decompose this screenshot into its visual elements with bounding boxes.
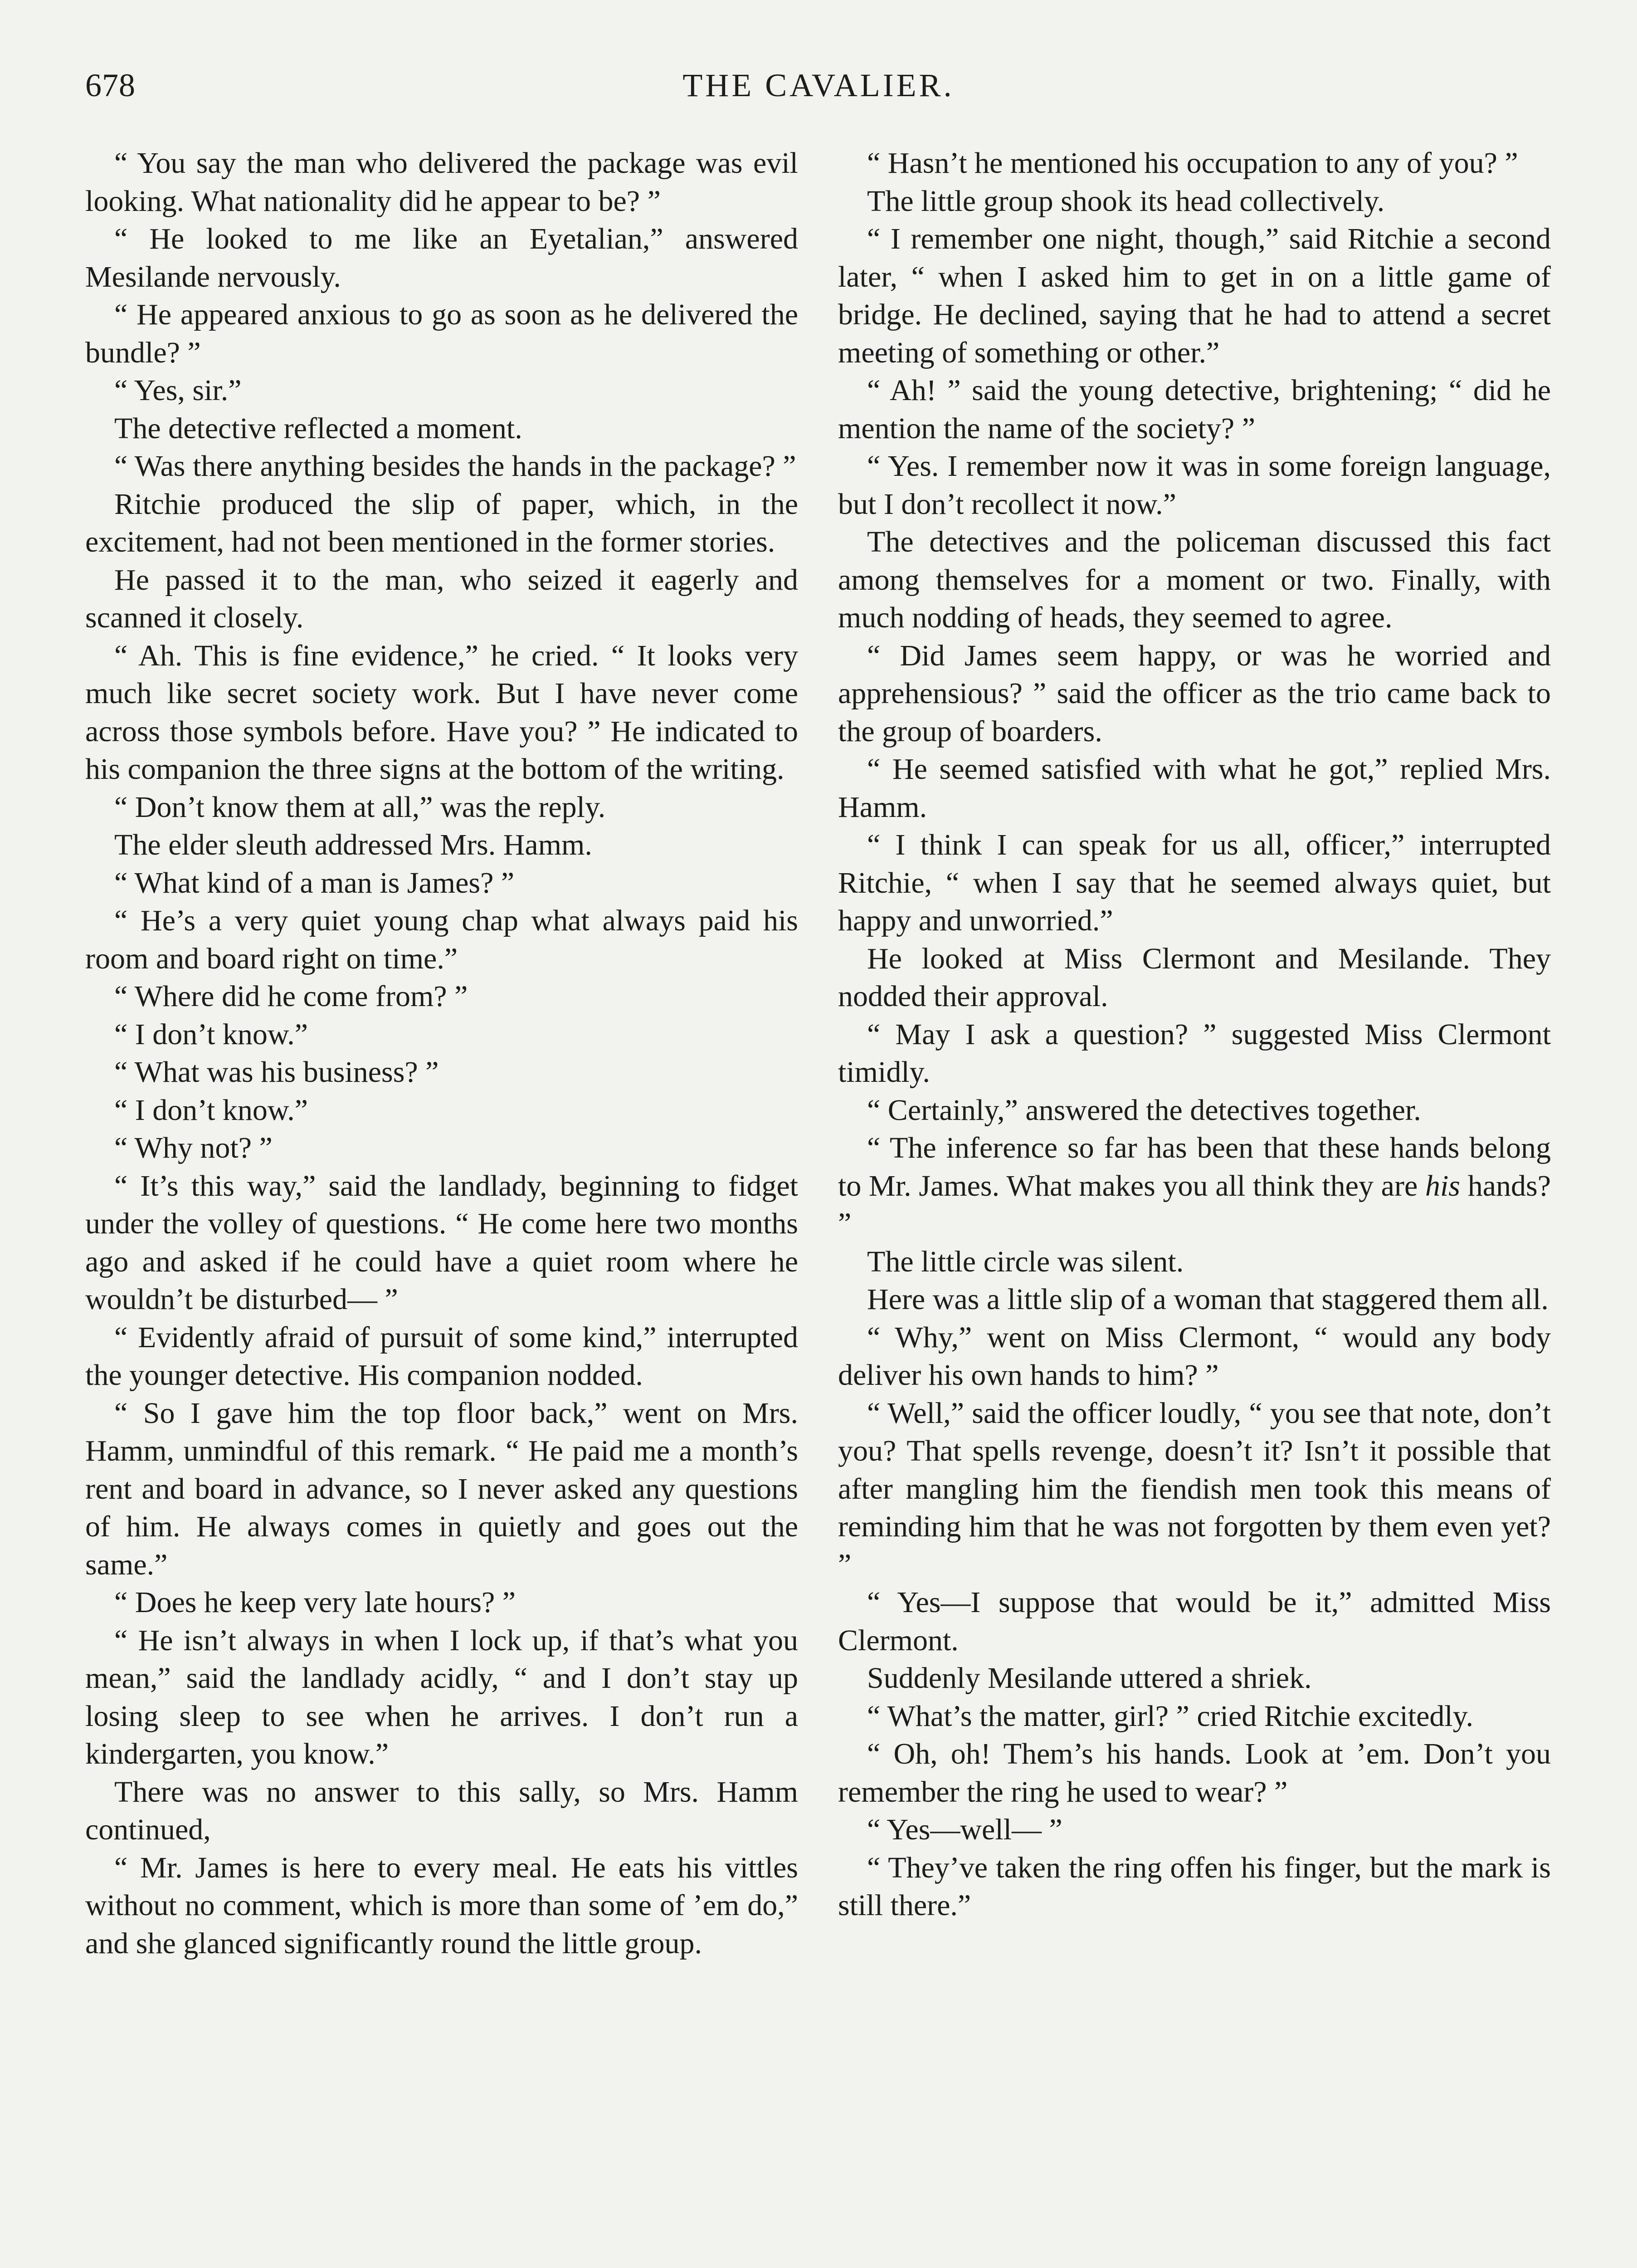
paragraph: The detectives and the policeman discussed this fact among themselves for a moment or two. Finally, with much nodding of heads, they seemed to agree. [838, 525, 1551, 634]
paragraph: “ Yes, sir.” [114, 374, 242, 407]
paragraph: “ Oh, oh! Them’s his hands. Look at ’em. Don’t you remember the ring he used to wear? ” [838, 1737, 1551, 1809]
paragraph: “ You say the man who delivered the package was evil looking. What nationality did he appear to be? ” [85, 147, 798, 218]
paragraph: “ Did James seem happy, or was he worried and apprehensious? ” said the officer as the trio came back to the group of boarders. [838, 639, 1551, 748]
paragraph: Ritchie produced the slip of paper, which, in the excitement, had not been mentioned in the former stories. [85, 487, 798, 558]
paragraph: “ Where did he come from? ” [114, 980, 468, 1013]
paragraph: “ Ah! ” said the young detective, brightening; “ did he mention the name of the society? ” [838, 374, 1551, 445]
paragraph: “ What kind of a man is James? ” [114, 866, 515, 899]
paragraph: “ Evidently afraid of pursuit of some kind,” interrupted the younger detective. His companion nodded. [85, 1320, 798, 1392]
emphasis: his [1425, 1169, 1460, 1202]
paragraph: “ They’ve taken the ring offen his finger, but the mark is still there.” [838, 1851, 1551, 1922]
paragraph: “ Why not? ” [114, 1131, 273, 1164]
paragraph: “ Why,” went on Miss Clermont, “ would any body deliver his own hands to him? ” [838, 1320, 1551, 1392]
paragraph: “ The inference so far has been that these hands belong to Mr. James. What makes you all think they are his hands? ” [838, 1131, 1551, 1240]
right-column [838, 144, 1551, 2268]
paragraph: There was no answer to this sally, so Mrs. Hamm continued, [85, 1775, 798, 1846]
paragraph: “ I don’t know.” [114, 1017, 308, 1051]
paragraph: “ Mr. James is here to every meal. He eats his vittles without no comment, which is more than some of ’em do,” and she glanced significantly round the little group. [85, 1851, 798, 1960]
paragraph: He looked at Miss Clermont and Mesilande. They nodded their approval. [838, 942, 1551, 1013]
paragraph: He passed it to the man, who seized it eagerly and scanned it closely. [85, 563, 798, 634]
paragraph: The detective reflected a moment. [114, 411, 522, 445]
running-head: THE CAVALIER. [682, 67, 955, 103]
paragraph: “ He isn’t always in when I lock up, if that’s what you mean,” said the landlady acidly, “ and I don’t stay up losing sleep to see when he arrives. I don’t run a kindergarten, you know.” [85, 1623, 798, 1770]
paragraph: “ He appeared anxious to go as soon as he delivered the bundle? ” [85, 298, 798, 369]
paragraph: Here was a little slip of a woman that staggered them all. [867, 1283, 1549, 1316]
paragraph: “ I think I can speak for us all, officer,” interrupted Ritchie, “ when I say that he seemed always quiet, but happy and unworried.” [838, 828, 1551, 937]
left-column [85, 144, 798, 2268]
paragraph: “ Ah. This is fine evidence,” he cried. “ It looks very much like secret society work. But I have never come across those symbols before. Have you? ” He indicated to his companion the three signs at the bottom of the writing. [85, 639, 798, 786]
paragraph: “ Yes—I suppose that would be it,” admitted Miss Clermont. [838, 1586, 1551, 1657]
paragraph: “ So I gave him the top floor back,” went on Mrs. Hamm, unmindful of this remark. “ He paid me a month’s rent and board in advance, so I never asked any questions of him. He always comes in quietly and goes out the same.” [85, 1396, 798, 1581]
paragraph: Suddenly Mesilande uttered a shriek. [867, 1662, 1312, 1695]
paragraph: “ Well,” said the officer loudly, “ you see that note, don’t you? That spells revenge, doesn’t it? Isn’t it possible that after mangling him the fiendish men took this means of reminding him that he was not forgotten by them even yet? ” [838, 1396, 1551, 1581]
paragraph: The elder sleuth addressed Mrs. Hamm. [114, 828, 592, 861]
paragraph: The little group shook its head collectively. [867, 184, 1385, 218]
paragraph: “ It’s this way,” said the landlady, beginning to fidget under the volley of questions. “ He come here two months ago and asked if he could have a quiet room where he wouldn’t be disturbed— ” [85, 1169, 798, 1316]
paragraph: “ He’s a very quiet young chap what always paid his room and board right on time.” [85, 904, 798, 975]
paragraph: “ I remember one night, though,” said Ritchie a second later, “ when I asked him to get in on a little game of bridge. He declined, saying that he had to attend a secret meeting of something or other.” [838, 222, 1551, 369]
paragraph: “ Certainly,” answered the detectives together. [867, 1093, 1421, 1127]
paragraph: “ Hasn’t he mentioned his occupation to any of you? ” [867, 147, 1518, 180]
paragraph: “ He looked to me like an Eyetalian,” answered Mesilande nervously. [85, 222, 798, 293]
paragraph: “ Yes—well— ” [867, 1813, 1062, 1846]
paragraph: “ What’s the matter, girl? ” cried Ritchie excitedly. [867, 1699, 1473, 1733]
page-number: 678 [85, 67, 136, 103]
paragraph: “ Does he keep very late hours? ” [114, 1586, 516, 1619]
paragraph: The little circle was silent. [867, 1245, 1184, 1278]
paragraph: “ Don’t know them at all,” was the reply. [114, 790, 606, 824]
paragraph: “ What was his business? ” [114, 1056, 439, 1089]
paragraph: “ I don’t know.” [114, 1093, 308, 1127]
paragraph: “ He seemed satisfied with what he got,” replied Mrs. Hamm. [838, 753, 1551, 824]
paragraph: “ May I ask a question? ” suggested Miss Clermont timidly. [838, 1017, 1551, 1089]
paragraph: “ Yes. I remember now it was in some foreign language, but I don’t recollect it now.” [838, 450, 1551, 521]
paragraph: “ Was there anything besides the hands in the package? ” [114, 450, 796, 483]
